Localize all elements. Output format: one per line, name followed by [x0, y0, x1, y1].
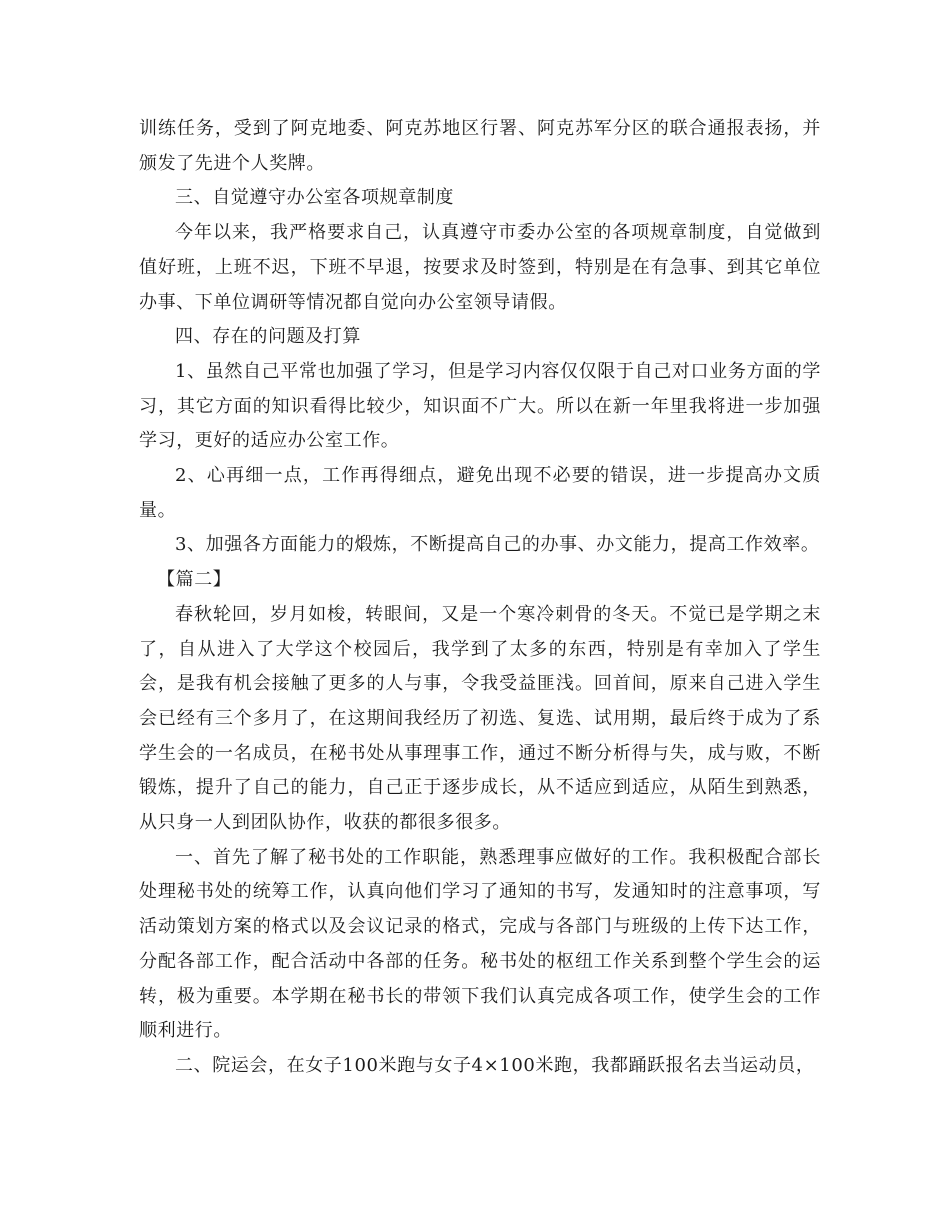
paragraph-problem-1: 1、虽然自己平常也加强了学习，但是学习内容仅仅限于自己对口业务方面的学习，其它方面的知识看得比较少，知识面不广大。所以在新一年里我将进一步加强学习，更好的适应办公室工作。	[139, 360, 821, 452]
heading-rules: 三、自觉遵守办公室各项规章制度	[175, 187, 454, 209]
paragraph-problem-3: 3、加强各方面能力的煅炼，不断提高自己的办事、办文能力，提高工作效率。	[175, 534, 820, 556]
paragraph-sports-meet: 二、院运会，在女子100米跑与女子4×100米跑，我都踊跃报名去当运动员，	[175, 1054, 815, 1076]
paragraph-rules: 今年以来，我严格要求自己，认真遵守市委办公室的各项规章制度，自觉做到值好班，上班不迟，下班不早退，按要求及时签到，特别是在有急事、到其它单位办事、下单位调研等情况都自觉向办公室领导请假。	[139, 222, 821, 313]
paragraph-secretariat-duties: 一、首先了解了秘书处的工作职能，熟悉理事应做好的工作。我积极配合部长处理秘书处的统筹工作，认真向他们学习了通知的书写，发通知时的注意事项，写活动策划方案的格式以及会议记录的格式，完成与各部门与班级的上传下达工作，分配各部工作，配合活动中各部的任务。秘书处的枢纽工作关系到整个学生会的运转，极为重要。本学期在秘书长的带领下我们认真完成各项工作，使学生会的工作顺利进行。	[139, 846, 821, 1042]
paragraph-problem-2: 2、心再细一点，工作再得细点，避免出现不必要的错误，进一步提高办文质量。	[139, 465, 821, 521]
heading-problems: 四、存在的问题及打算	[175, 326, 361, 348]
section-title-part-two: 【篇二】	[157, 569, 232, 591]
paragraph-commendation: 训练任务，受到了阿克地委、阿克苏地区行署、阿克苏军分区的联合通报表扬，并颁发了先进个人奖牌。	[139, 118, 821, 174]
paragraph-student-union-intro: 春秋轮回，岁月如梭，转眼间，又是一个寒冷刺骨的冬天。不觉已是学期之末了，自从进入了大学这个校园后，我学到了太多的东西，特别是有幸加入了学生会，是我有机会接触了更多的人与事，令我受益匪浅。回首间，原来自己进入学生会已经有三个多月了，在这期间我经历了初选、复选、试用期，最后终于成为了系学生会的一名成员，在秘书处从事理事工作，通过不断分析得与失，成与败，不断锻炼，提升了自己的能力，自己正于逐步成长，从不适应到适应，从陌生到熟悉，从只身一人到团队协作，收获的都很多很多。	[139, 603, 821, 834]
document-body	[139, 112, 821, 1084]
